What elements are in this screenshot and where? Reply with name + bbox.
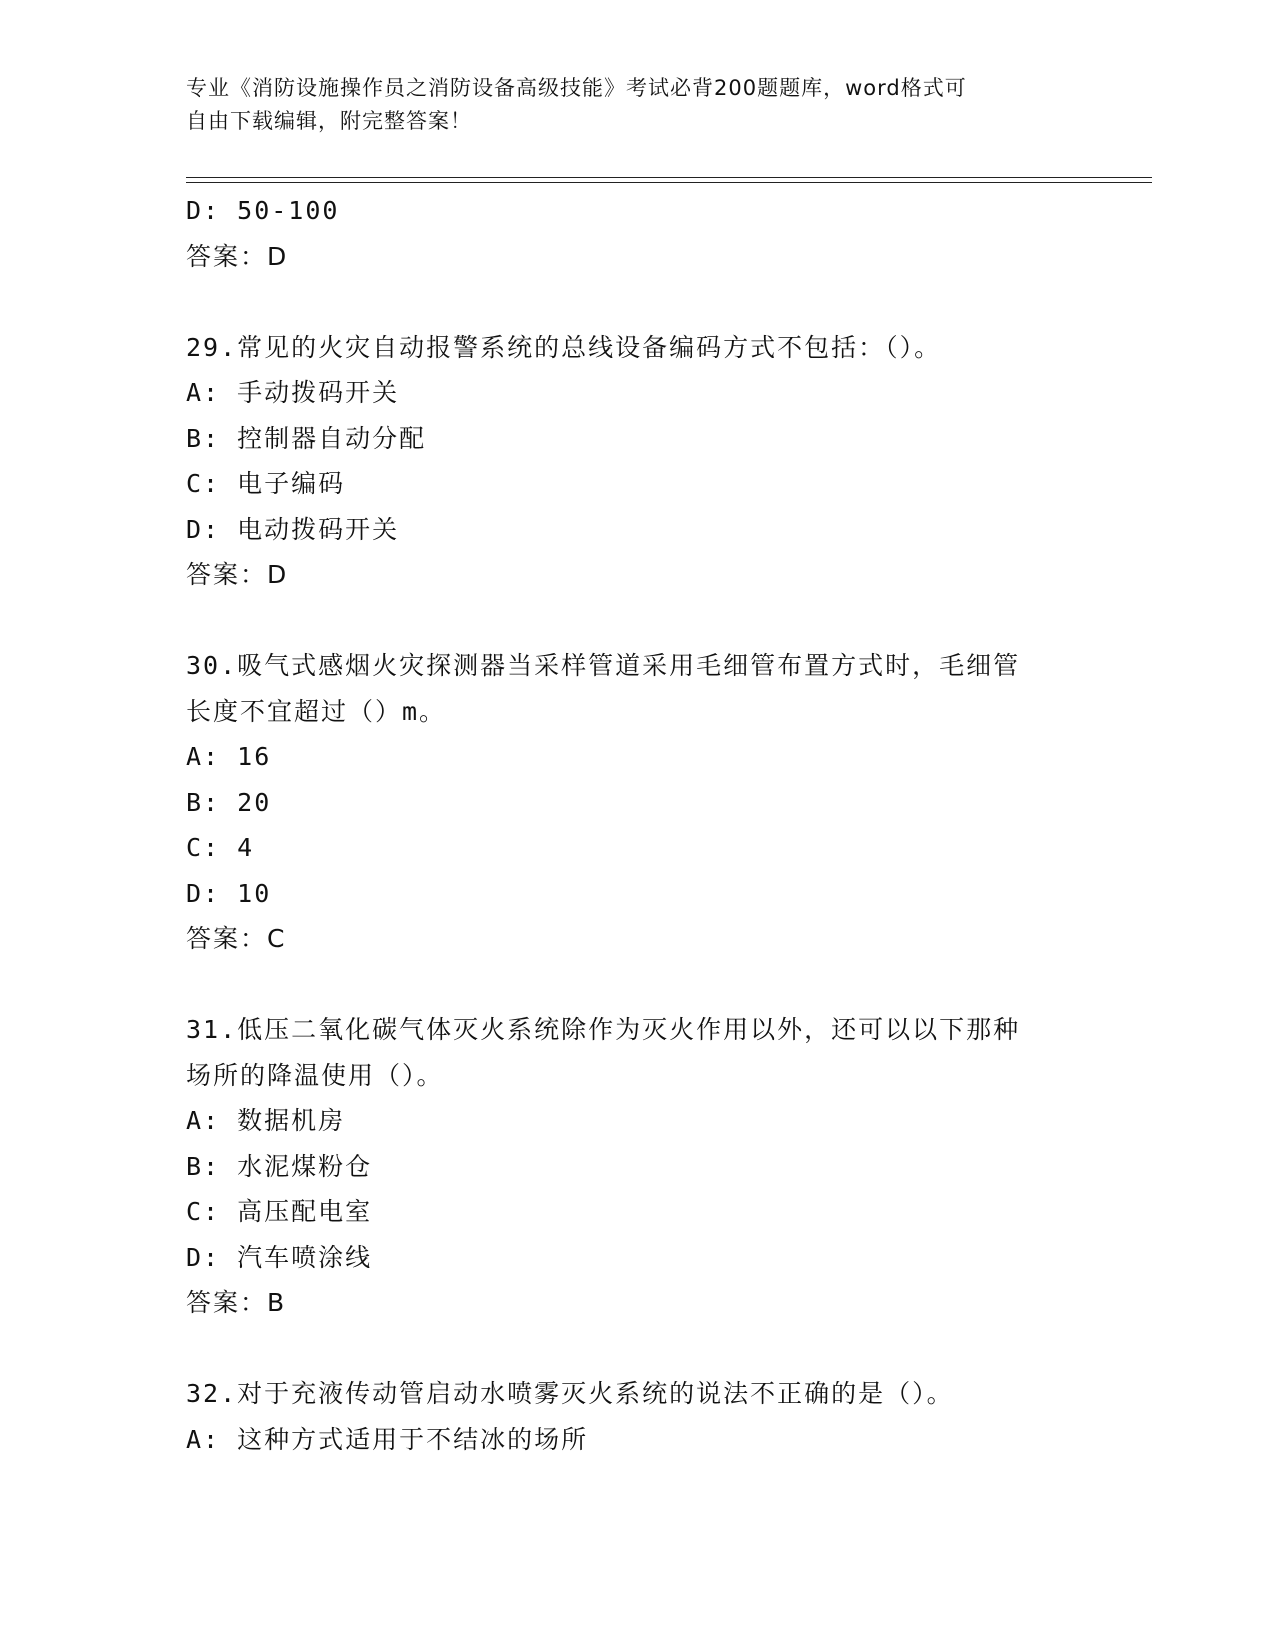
question-31	[186, 1007, 1086, 1326]
option-c: C: 4	[186, 833, 255, 862]
answer-label: 答案：D	[186, 560, 289, 589]
option-d: D: 50-100	[186, 196, 340, 225]
question-text-line-1: 30.吸气式感烟火灾探测器当采样管道采用毛细管布置方式时，毛细管	[186, 651, 1021, 680]
question-28-tail	[186, 188, 1086, 279]
option-b: B: 水泥煤粉仓	[186, 1151, 373, 1181]
answer-label: 答案：D	[186, 241, 289, 271]
header-line-2: 自由下载编辑，附完整答案！	[186, 109, 472, 133]
question-29	[186, 325, 1086, 598]
option-b: B: 20	[186, 787, 272, 817]
option-a: A: 数据机房	[186, 1106, 346, 1135]
page-header	[186, 72, 1066, 138]
header-divider-top	[186, 177, 1152, 178]
question-text-line-2: 长度不宜超过（）m。	[186, 696, 447, 726]
question-30	[186, 643, 1086, 962]
option-d: D: 10	[186, 878, 272, 908]
option-a: A: 16	[186, 742, 272, 771]
option-d: D: 电动拨码开关	[186, 514, 400, 544]
question-list	[186, 188, 1086, 1462]
spacer	[186, 598, 1086, 644]
question-text: 29.常见的火灾自动报警系统的总线设备编码方式不包括：（）。	[186, 332, 942, 362]
spacer	[186, 279, 1086, 325]
answer-label: 答案：C	[186, 924, 287, 953]
header-line-1: 专业《消防设施操作员之消防设备高级技能》考试必背200题题库，word格式可	[186, 76, 967, 100]
question-text-line-1: 31.低压二氧化碳气体灭火系统除作为灭火作用以外，还可以以下那种	[186, 1015, 1021, 1044]
option-b: B: 控制器自动分配	[186, 423, 427, 453]
option-a: A: 这种方式适用于不结冰的场所	[186, 1424, 589, 1454]
question-32	[186, 1371, 1086, 1462]
option-c: C: 电子编码	[186, 469, 346, 498]
question-text-line-2: 场所的降温使用（）。	[186, 1060, 444, 1090]
spacer	[186, 962, 1086, 1008]
spacer	[186, 1326, 1086, 1372]
answer-label: 答案：B	[186, 1288, 287, 1317]
header-divider-bottom	[186, 182, 1152, 183]
option-d: D: 汽车喷涂线	[186, 1242, 373, 1272]
option-a: A: 手动拨码开关	[186, 378, 400, 407]
option-c: C: 高压配电室	[186, 1197, 373, 1226]
question-text: 32.对于充液传动管启动水喷雾灭火系统的说法不正确的是（）。	[186, 1379, 954, 1408]
